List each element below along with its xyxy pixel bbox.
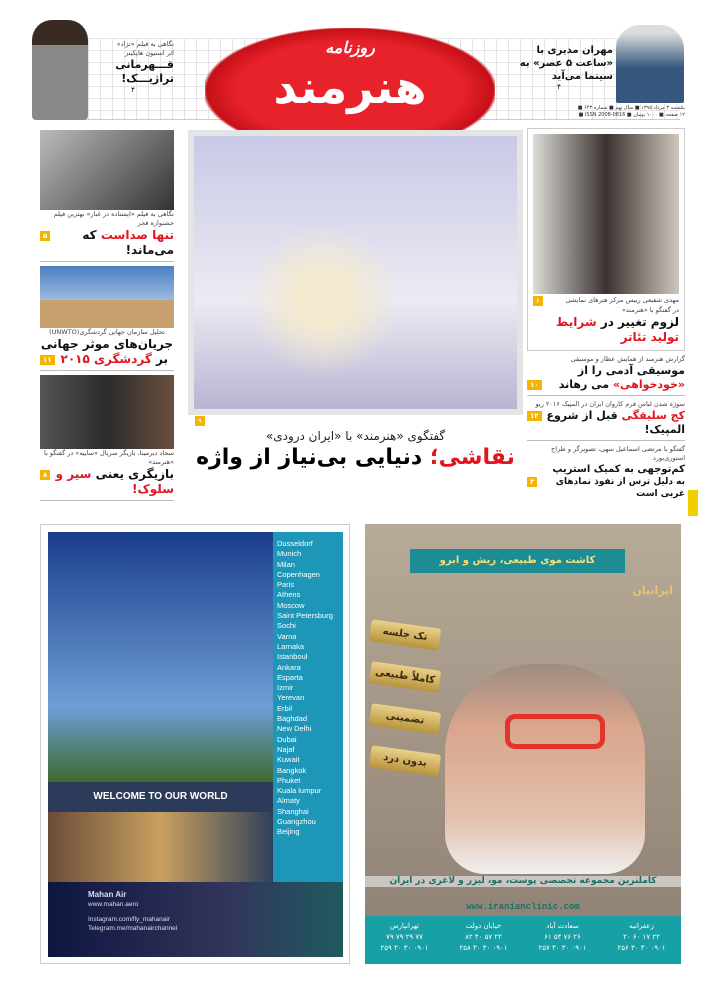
city-item: Guangzhou xyxy=(277,817,316,827)
welcome-banner: WELCOME TO OUR WORLD xyxy=(48,782,273,812)
main-story[interactable] xyxy=(188,428,523,472)
teaser-right-title: سینما می‌آید xyxy=(551,71,613,82)
teaser-left-kicker: نگاهی به فیلم «نژاد» xyxy=(116,40,174,48)
yellow-marker xyxy=(688,490,698,516)
headline: لزوم تغییر در xyxy=(600,315,679,329)
teaser-left-photo xyxy=(32,20,88,120)
branch-name: تهرانپارس xyxy=(389,922,420,930)
headline-red: سیر و سلوک! xyxy=(55,467,174,496)
headline-red: شرایط تولید تئاتر xyxy=(555,315,679,344)
story-caption: سوژه شدن لباس فرم کاروان ایران در المپیک ۲۰۱۶ ریو xyxy=(535,400,685,408)
city-item: Esparta xyxy=(277,672,303,682)
story-caption: سجاد دیرمینا، بازیگر سریال «ساییه» در گفتگو با «هنرمند» xyxy=(44,449,174,466)
painting-image xyxy=(194,136,517,409)
persepolis-photo xyxy=(40,266,174,328)
city-item: Kuala lumpur xyxy=(277,786,322,796)
headline: جریان‌های موثر جهانی xyxy=(40,337,174,351)
city-item: Shanghai xyxy=(277,806,309,816)
page-number: ۶ xyxy=(533,296,543,306)
headline-red: «خودخواهی» xyxy=(612,378,685,391)
painting-frame xyxy=(188,130,523,415)
feature-ribbon: تک جلسه xyxy=(369,619,441,651)
headline-red: گردشگری ۲۰۱۵ xyxy=(60,352,152,366)
mahan-instagram[interactable]: Instagram.com/fly_mahanair xyxy=(88,916,171,923)
page-number: ۳ xyxy=(527,477,537,487)
branch-mobile: ۰۹۰۱ ۳۰ ۳۰ ۲۵۸ xyxy=(459,944,508,952)
city-item: Izmir xyxy=(277,683,294,693)
story-caption: مهدی شفیعی رییس مرکز هنرهای نمایشی xyxy=(565,296,679,304)
headline: می رهاند xyxy=(558,378,610,391)
city-item: Larnaka xyxy=(277,641,305,651)
left-story-2[interactable] xyxy=(40,328,174,371)
date-line-2: ۱۲ صفحه ■ ۱۰۰۰ تومان ■ ISSN 2008-0816 ■ xyxy=(578,112,685,118)
story-caption: نگاهی به فیلم «ایستاده در غبار» بهترین فیلم جشنواره فجر xyxy=(53,210,174,227)
branch-tel: ۲۲ ۱۷ ۶۰ ۲۰ xyxy=(623,933,660,941)
branch-tel: ۲۲ ۵۷ ۴۰ ۸۲ xyxy=(465,933,502,941)
clinic-web[interactable]: www.iranianclinic.com xyxy=(466,902,580,912)
teaser-left-page: ۴ xyxy=(131,86,135,94)
clinic-logo: ایرانیان xyxy=(632,584,673,597)
face-photo xyxy=(445,664,645,874)
headline-red: کج سلیقگی xyxy=(621,409,685,422)
headline: به دلیل ترس از نفوذ نمادهای غربی است xyxy=(555,477,685,499)
actor-photo xyxy=(40,375,174,449)
feature-ribbon: بدون درد xyxy=(369,745,441,777)
branch-info xyxy=(459,921,507,964)
city-item: Beijing xyxy=(277,827,300,837)
date-line xyxy=(500,105,685,119)
page-number: ۱۰ xyxy=(527,380,542,390)
city-item: Munich xyxy=(277,549,302,559)
city-item: Almaty xyxy=(277,796,300,806)
right-story-3[interactable] xyxy=(527,400,685,441)
teaser-right-page: ۴ xyxy=(557,83,561,91)
branch-tel: ۷۷ ۲۹ ۷۹ ۷۹ xyxy=(386,933,423,941)
teaser-right[interactable] xyxy=(505,44,613,91)
main-headline: دنیایی بی‌نیاز از واژه xyxy=(196,445,423,470)
city-item: Copenhagen xyxy=(277,569,320,579)
headline-red: تنها صداست xyxy=(100,228,174,242)
clinic-headline: کاشت موی طبیعی، ریش و ابرو xyxy=(410,549,625,573)
city-item: Erbil xyxy=(277,703,293,713)
teaser-left-title: قـــهرمانی xyxy=(115,58,174,71)
branch-tel: ۲۶ ۷۶ ۵۴ ۶۱ xyxy=(544,933,581,941)
right-story-4[interactable] xyxy=(527,445,685,500)
teaser-left[interactable] xyxy=(92,40,174,94)
mahan-air-ad[interactable] xyxy=(40,524,350,964)
eiffel-photo xyxy=(48,532,273,782)
branch-info xyxy=(617,921,665,964)
branch-info xyxy=(538,921,586,964)
right-lead[interactable] xyxy=(527,128,685,351)
right-story-2[interactable] xyxy=(527,355,685,396)
mahan-logo: Mahan Air xyxy=(88,890,127,899)
story-caption: گزارش هنرمند از همایش عطار و موسیقی xyxy=(570,355,685,363)
city-item: Kuwait xyxy=(277,755,300,765)
city-collage xyxy=(48,812,273,882)
city-item: Athens xyxy=(277,590,301,600)
feature-ribbon: کاملاً طبیعی xyxy=(369,661,441,693)
city-item: Ankara xyxy=(277,662,301,672)
mahan-footer xyxy=(48,882,343,957)
city-item: Baghdad xyxy=(277,714,308,724)
page-number: ۸ xyxy=(40,470,50,480)
cities-panel xyxy=(273,532,343,882)
mahan-web[interactable]: www.mahan.aero xyxy=(88,901,139,908)
teaser-right-title: «ساعت ۵ عصر» به xyxy=(519,58,613,69)
headline-red: کم‌توجهی به کمیک استریپ xyxy=(552,464,685,475)
branch-mobile: ۰۹۰۱ ۳۰ ۳۰ ۲۵۷ xyxy=(538,944,587,952)
page-number: ۹ xyxy=(195,416,205,426)
city-item: Sochi xyxy=(277,621,296,631)
right-column xyxy=(527,128,685,500)
city-item: Saint Petersburg xyxy=(277,611,333,621)
branches-bar xyxy=(365,916,681,964)
headline: قبل از شروع المپیک! xyxy=(546,409,685,436)
page-number: ۱۱ xyxy=(40,355,55,365)
headline: بازیگری یعنی xyxy=(95,467,174,481)
branch-mobile: ۰۹۰۱ ۳۰ ۳۰ ۲۵۹ xyxy=(380,944,429,952)
story-caption: گفتگو با مرتضی اسماعیل سهی، تصویرگر و طراح استوری‌بورد xyxy=(551,445,685,462)
feature-ribbon: تضمینی xyxy=(369,703,441,735)
page-number: ۵ xyxy=(40,231,50,241)
story-caption: تحلیل سازمان جهانی گردشگری(UNWTO) xyxy=(49,328,165,336)
story-photo xyxy=(40,130,174,210)
logo-main: هنرمند xyxy=(273,60,427,114)
left-story-3[interactable] xyxy=(40,449,174,501)
city-item: Najaf xyxy=(277,744,295,754)
city-item: Paris xyxy=(277,580,295,590)
headline: بر xyxy=(156,352,169,366)
story-caption: در گفتگو با «هنرمند» xyxy=(621,306,679,314)
headline: موسیقی آدمی را از xyxy=(577,364,685,377)
city-item: Varna xyxy=(277,631,297,641)
teaser-right-title: مهران مدیری با xyxy=(536,45,613,56)
mahan-telegram[interactable]: Telegram.me/mahanairchannel xyxy=(88,925,178,932)
city-item: Phuket xyxy=(277,775,301,785)
teaser-right-photo xyxy=(616,25,684,103)
city-item: Bangkok xyxy=(277,765,307,775)
city-item: Istanboul xyxy=(277,652,308,662)
main-kicker: گفتگوی «هنرمند» با «ایران درودی» xyxy=(265,429,446,443)
left-column xyxy=(40,130,174,505)
city-item: Yerevan xyxy=(277,693,305,703)
main-headline-red: نقاشی؛ xyxy=(429,445,515,470)
teaser-left-kicker: اثر استیون هاپکینز xyxy=(125,49,174,57)
red-glasses xyxy=(505,714,605,749)
branch-mobile: ۰۹۰۱ ۳۰ ۳۰ ۲۵۶ xyxy=(617,944,666,952)
branch-name: زعفرانیه xyxy=(629,922,654,930)
logo-top: روزنامه xyxy=(325,38,375,57)
teaser-left-title: تراژیـــک! xyxy=(121,72,174,85)
clinic-tagline: کاملترین مجموعه تخصصی پوست، مو، لیزر و لاغری در ایران xyxy=(365,876,681,887)
city-item: New Delhi xyxy=(277,724,312,734)
date-line-1: یکشنبه ۳ مرداد ۱۳۹۵ ■ سال نهم ■ شماره ۶۴۳ ■ xyxy=(577,105,685,111)
branch-name: خیابان دولت xyxy=(465,922,502,930)
iranian-clinic-ad[interactable] xyxy=(365,524,681,964)
left-story-1[interactable] xyxy=(40,210,174,262)
shafiei-photo xyxy=(533,134,679,294)
page-number: ۱۲ xyxy=(527,411,542,421)
branch-info xyxy=(380,921,428,964)
city-item: Milan xyxy=(277,559,295,569)
city-item: Moscow xyxy=(277,600,305,610)
city-item: Dusseldorf xyxy=(277,539,313,548)
headline: که می‌ماند! xyxy=(82,228,174,257)
branch-name: سعادت آباد xyxy=(546,922,579,930)
city-item: Dubai xyxy=(277,734,297,744)
